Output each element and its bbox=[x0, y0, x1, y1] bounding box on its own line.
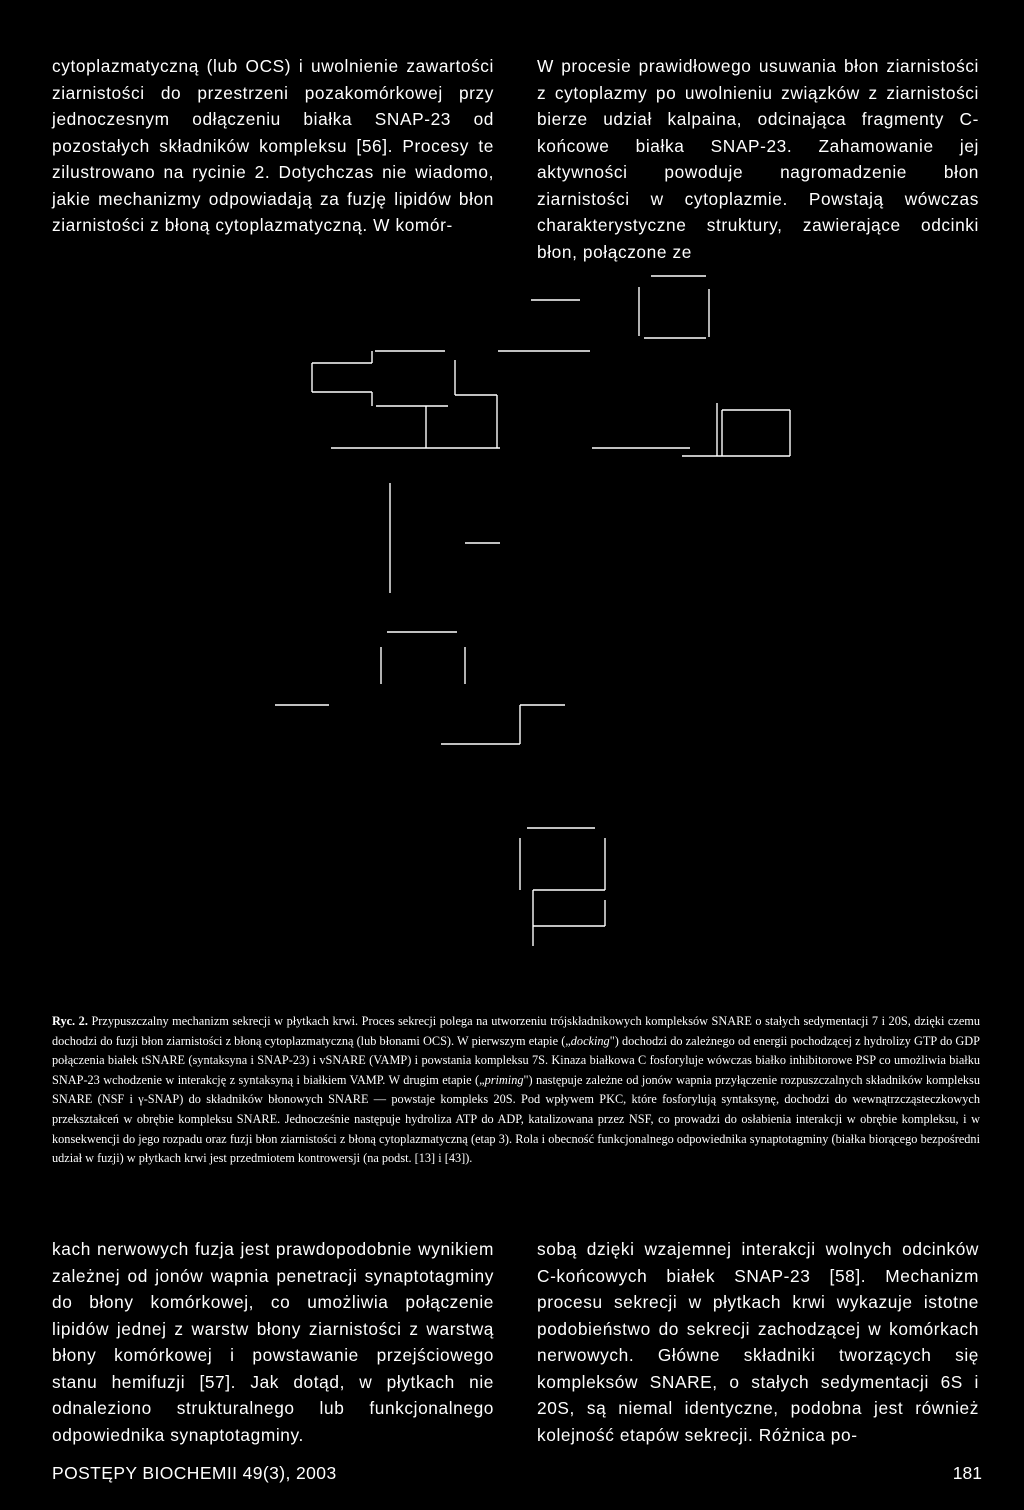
page-number: 181 bbox=[952, 1463, 982, 1483]
text-column-top-right: W procesie prawidłowego usuwania błon ziarnistości z cytoplazmy po uwolnieniu związków z ziarnistości bierze udział kalpaina, odcinająca fragmenty C-końcowe białka SNAP-23. Zahamowanie jej aktywności powoduje nagromadzenie błon ziarnistości w cytoplazmie. Powstają wówczas charakterystyczne struktury, zawierające odcinki błon, połączone ze bbox=[537, 56, 979, 262]
caption-text-part-1: Przypuszczalny mechanizm sekrecji w płytkach krwi. Proces sekrecji polega na utworzeniu trójskładnikowych kompleksów SNARE o stałych sedymentacji 7 i 20S, dzięki czemu dochodzi do fuzji błon ziarnistości z błoną cytoplazmatyczną (lub błonami OCS). W pierwszym etapie („ bbox=[52, 1014, 980, 1048]
text-column-top-left: cytoplazmatyczną (lub OCS) i uwolnienie zawartości ziarnistości do przestrzeni pozakomórkowej przy jednoczesnym odłączeniu białka SNAP-23 od pozostałych składników kompleksu [56]. Procesy te zilustrowano na rycinie 2. Dotychczas nie wiadomo, jakie mechanizmy odpowiadają za fuzję lipidów błon ziarnistości z błoną cytoplazmatyczną. W komór- bbox=[52, 56, 494, 235]
caption-label: Ryc. 2. bbox=[52, 1014, 88, 1028]
figure-caption bbox=[52, 1012, 980, 1169]
caption-text-part-3: ") następuje zależne od jonów wapnia przyłączenie rozpuszczalnych składników kompleksu SNARE (NSF i γ-SNAP) do składników błonowych SNARE — powstaje kompleks 20S. Pod wpływem PKC, które fosforylują syntaksynę, dochodzi do wewnątrzcząsteczkowych przekształceń w obrębie kompleksu SNARE. Jednocześnie następuje hydroliza ATP do ADP, katalizowana przez NSF, co prowadzi do osłabienia interakcji w obrębie kompleksu, i w konsekwencji do jego rozpadu oraz fuzji błon ziarnistości z błoną cytoplazmatyczną (etap 3). Rola i obecność funkcjonalnego odpowiednika synaptotagminy (białka biorącego bezpośredni udział w fuzji) w płytkach krwi jest przedmiotem kontrowersji (na podst. [13] i [43]). bbox=[52, 1072, 980, 1166]
caption-term-docking: docking bbox=[570, 1033, 610, 1048]
caption-text-part-2: ") dochodzi do zależnego od energii pochodzącej z hydrolizy GTP do GDP połączenia białek tSNARE (syntaksyna i SNAP-23) i vSNARE (VAMP) i powstania kompleksu 7S. Kinaza białkowa C fosforyluje wówczas białko inhibitorowe PSP co umożliwia białku SNAP-23 wchodzenie w interakcję z syntaksyną i białkiem VAMP. W drugim etapie („ bbox=[52, 1033, 981, 1087]
figure-line-fragments bbox=[275, 276, 790, 946]
caption-term-priming: priming bbox=[484, 1072, 524, 1087]
figure-secretion-mechanism bbox=[0, 260, 1024, 960]
text-column-bottom-left: kach nerwowych fuzja jest prawdopodobnie wynikiem zależnej od jonów wapnia penetracji synaptotagminy do błony komórkowej, co umożliwia połączenie lipidów jednej z warstw błony ziarnistości z warstwą błony komórkowej i powstawanie przejściowego stanu hemifuzji [57]. Jak dotąd, w płytkach nie odnaleziono strukturalnego lub funkcjonalnego odpowiednika synaptotagminy. bbox=[52, 1239, 494, 1445]
text-column-bottom-right: sobą dzięki wzajemnej interakcji wolnych odcinków C-końcowych białek SNAP-23 [58]. Mechanizm procesu sekrecji w płytkach krwi wykazuje istotne podobieństwo do sekrecji zachodzącej w komórkach nerwowych. Główne składniki tworzących się kompleksów SNARE, o stałych sedymentacji 6S i 20S, są niemal identyczne, podobna jest również kolejność etapów sekrecji. Różnica po- bbox=[537, 1239, 979, 1445]
journal-footer: POSTĘPY BIOCHEMII 49(3), 2003 bbox=[52, 1463, 337, 1483]
